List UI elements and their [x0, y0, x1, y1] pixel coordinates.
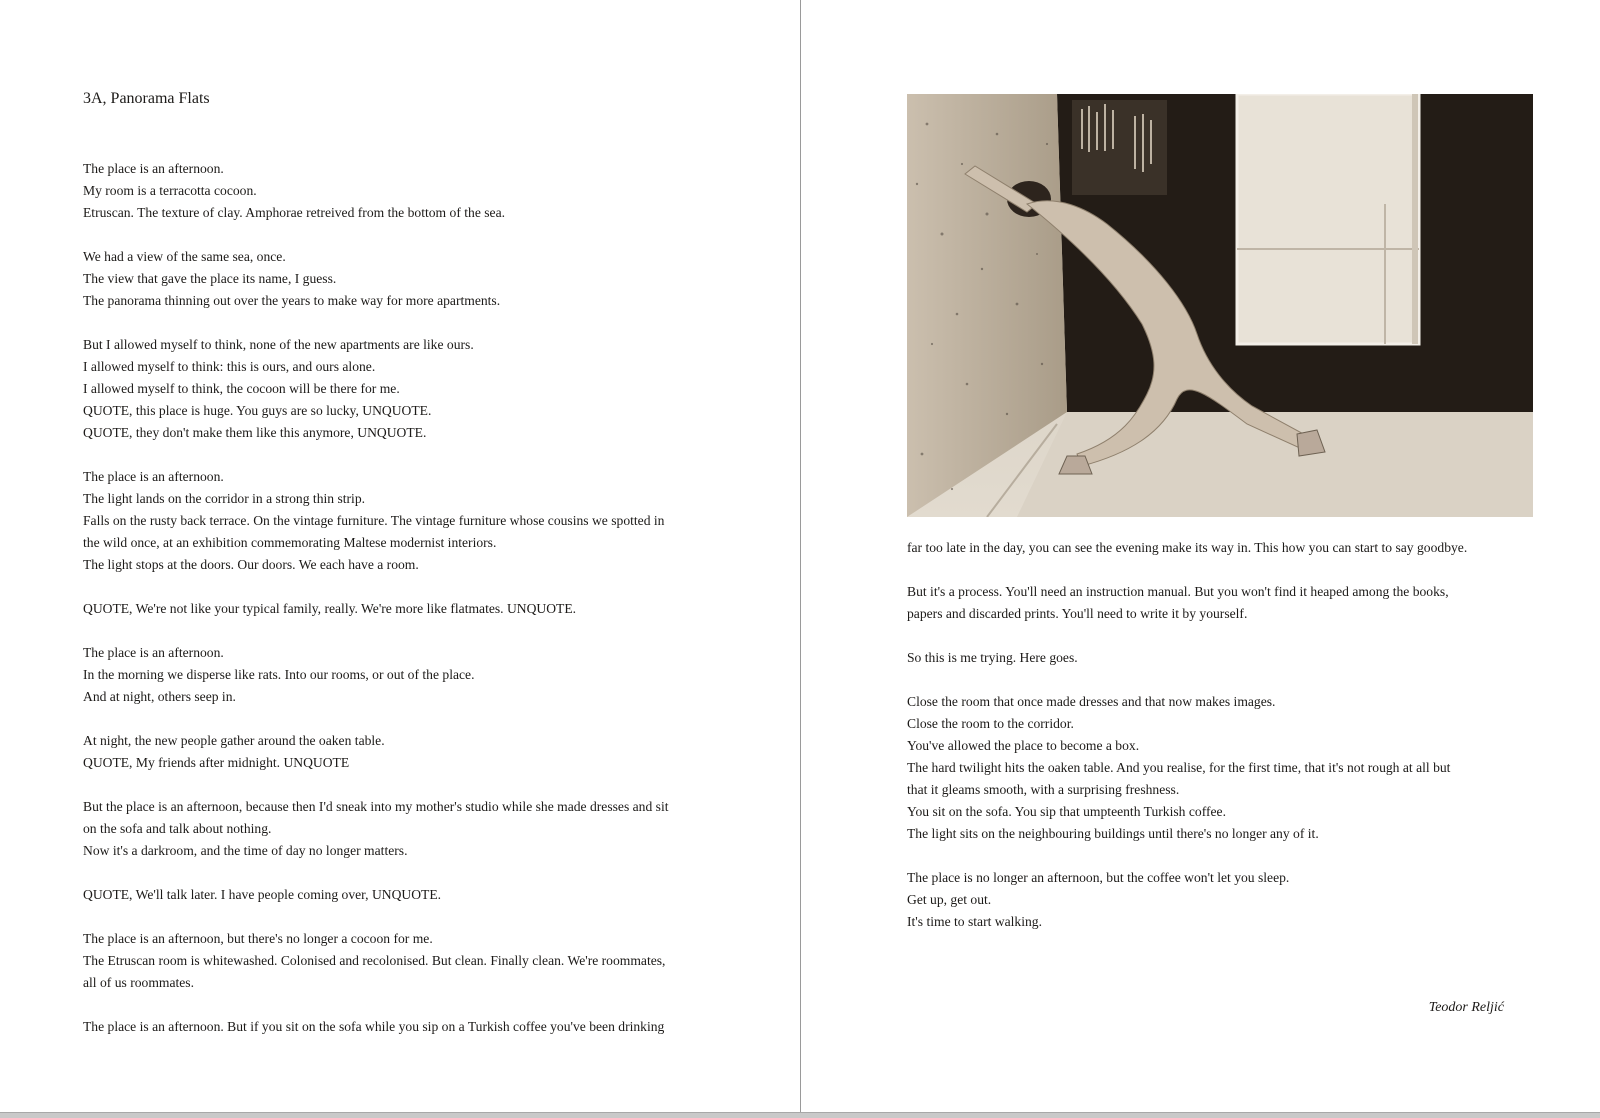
- sepia-photograph: [907, 94, 1533, 517]
- viewer-bottom-bar: [0, 1112, 1600, 1118]
- paragraph-gap: [83, 312, 723, 334]
- text-line: You've allowed the place to become a box.: [907, 738, 1140, 753]
- text-line: QUOTE, My friends after midnight. UNQUOTE: [83, 755, 350, 770]
- paragraph-gap: [83, 862, 723, 884]
- page-title: 3A, Panorama Flats: [83, 90, 210, 107]
- paragraph-gap: [83, 994, 723, 1016]
- text-line: I allowed myself to think: this is ours, and ours alone.: [83, 359, 376, 374]
- author-signature: Teodor Reljić: [1428, 1000, 1504, 1015]
- left-page-text: [83, 158, 723, 1038]
- paragraph-gap: [83, 620, 723, 642]
- paragraph-gap: [83, 444, 723, 466]
- text-line: The hard twilight hits the oaken table. And you realise, for the first time, that it's not rough at all but: [907, 760, 1451, 775]
- text-line: My room is a terracotta cocoon.: [83, 183, 257, 198]
- text-line: The Etruscan room is whitewashed. Colonised and recolonised. But clean. Finally clean. We're roommates,: [83, 953, 666, 968]
- text-line: The place is an afternoon.: [83, 469, 224, 484]
- text-line: The place is an afternoon.: [83, 161, 224, 176]
- text-line: Now it's a darkroom, and the time of day no longer matters.: [83, 843, 408, 858]
- text-line: The place is an afternoon.: [83, 645, 224, 660]
- text-line: that it gleams smooth, with a surprising freshness.: [907, 782, 1180, 797]
- text-line: all of us roommates.: [83, 975, 194, 990]
- photograph-figure-stretching-against-wall: [907, 94, 1533, 517]
- right-page-text: [907, 537, 1527, 933]
- text-line: You sit on the sofa. You sip that umpteenth Turkish coffee.: [907, 804, 1226, 819]
- text-line: far too late in the day, you can see the evening make its way in. This how you can start to say goodbye.: [907, 540, 1468, 555]
- text-line: Close the room to the corridor.: [907, 716, 1074, 731]
- right-page: [801, 0, 1600, 1112]
- text-line: QUOTE, this place is huge. You guys are so lucky, UNQUOTE.: [83, 403, 432, 418]
- text-line: The light sits on the neighbouring buildings until there's no longer any of it.: [907, 826, 1319, 841]
- text-line: Get up, get out.: [907, 892, 992, 907]
- text-line: But the place is an afternoon, because then I'd sneak into my mother's studio while she made dresses and sit: [83, 799, 669, 814]
- text-line: The place is no longer an afternoon, but the coffee won't let you sleep.: [907, 870, 1290, 885]
- text-line: So this is me trying. Here goes.: [907, 650, 1078, 665]
- text-line: And at night, others seep in.: [83, 689, 236, 704]
- text-line: The place is an afternoon. But if you sit on the sofa while you sip on a Turkish coffee you've been drinking: [83, 1019, 665, 1034]
- text-line: I allowed myself to think, the cocoon will be there for me.: [83, 381, 400, 396]
- text-line: QUOTE, they don't make them like this anymore, UNQUOTE.: [83, 425, 427, 440]
- text-line: The light stops at the doors. Our doors. We each have a room.: [83, 557, 419, 572]
- paragraph-gap: [83, 576, 723, 598]
- text-line: The view that gave the place its name, I guess.: [83, 271, 337, 286]
- paragraph-gap: [83, 224, 723, 246]
- text-line: QUOTE, We'll talk later. I have people coming over, UNQUOTE.: [83, 887, 442, 902]
- text-line: In the morning we disperse like rats. Into our rooms, or out of the place.: [83, 667, 475, 682]
- text-line: At night, the new people gather around the oaken table.: [83, 733, 385, 748]
- text-line: We had a view of the same sea, once.: [83, 249, 286, 264]
- paragraph-gap: [907, 625, 1527, 647]
- text-line: The light lands on the corridor in a strong thin strip.: [83, 491, 366, 506]
- text-line: QUOTE, We're not like your typical family, really. We're more like flatmates. UNQUOTE.: [83, 601, 577, 616]
- paragraph-gap: [83, 774, 723, 796]
- text-line: the wild once, at an exhibition commemorating Maltese modernist interiors.: [83, 535, 497, 550]
- text-line: But I allowed myself to think, none of the new apartments are like ours.: [83, 337, 474, 352]
- text-line: Close the room that once made dresses and that now makes images.: [907, 694, 1276, 709]
- text-line: The place is an afternoon, but there's no longer a cocoon for me.: [83, 931, 433, 946]
- paragraph-gap: [83, 708, 723, 730]
- paragraph-gap: [907, 845, 1527, 867]
- text-line: It's time to start walking.: [907, 914, 1042, 929]
- left-page: [0, 0, 800, 1112]
- text-line: The panorama thinning out over the years to make way for more apartments.: [83, 293, 501, 308]
- text-line: But it's a process. You'll need an instruction manual. But you won't find it heaped among the books,: [907, 584, 1449, 599]
- text-line: Etruscan. The texture of clay. Amphorae retreived from the bottom of the sea.: [83, 205, 506, 220]
- paragraph-gap: [83, 906, 723, 928]
- text-line: papers and discarded prints. You'll need to write it by yourself.: [907, 606, 1248, 621]
- paragraph-gap: [907, 559, 1527, 581]
- text-line: Falls on the rusty back terrace. On the vintage furniture. The vintage furniture whose cousins we spotted in: [83, 513, 665, 528]
- text-line: on the sofa and talk about nothing.: [83, 821, 272, 836]
- paragraph-gap: [907, 669, 1527, 691]
